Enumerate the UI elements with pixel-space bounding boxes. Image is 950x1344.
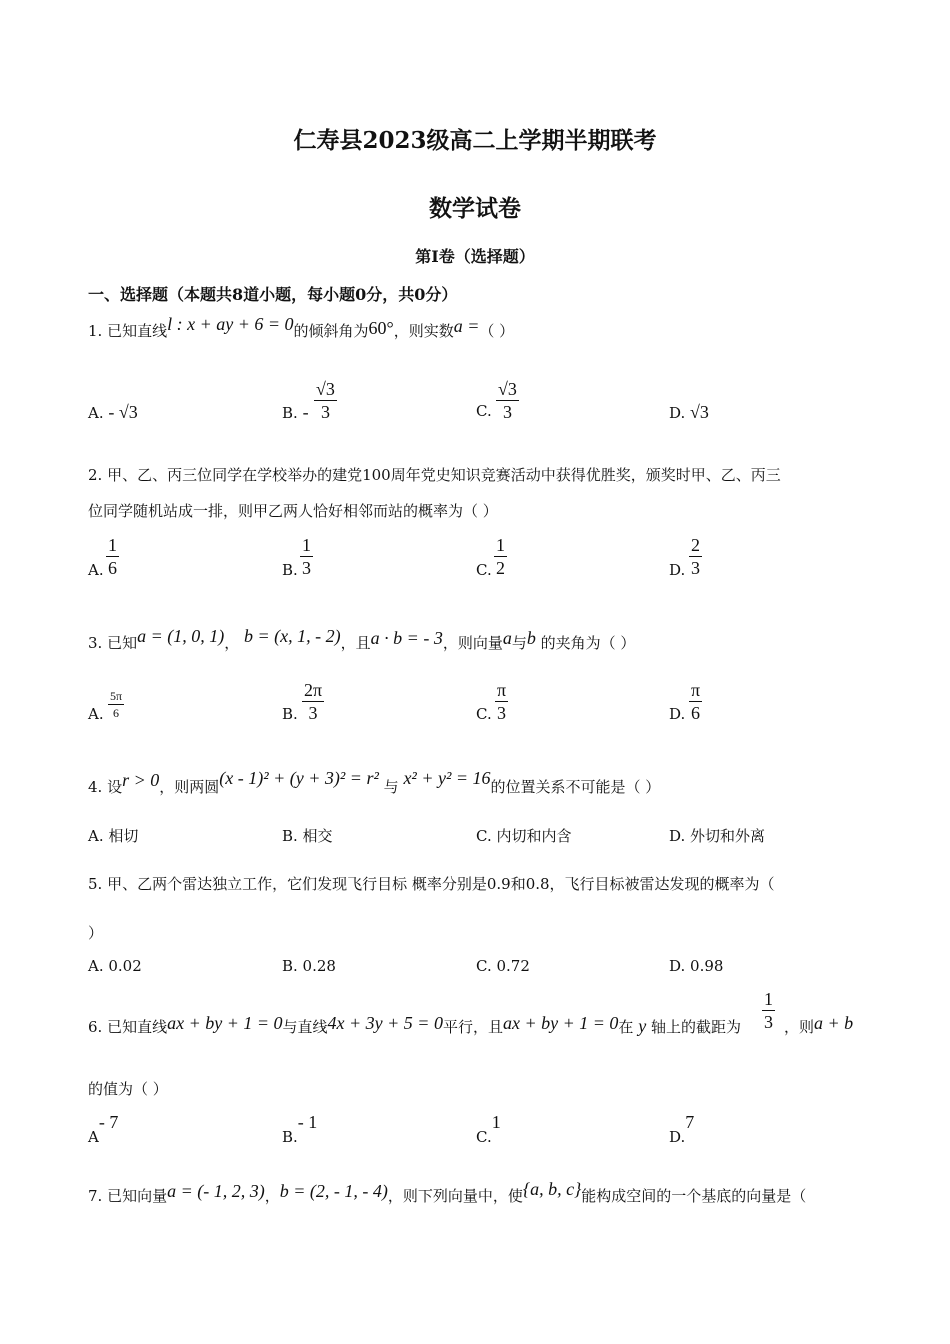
exam-subtitle: 数学试卷 xyxy=(429,195,521,222)
q1-c-label: C. xyxy=(476,402,492,420)
q2-d-fraction xyxy=(689,534,702,579)
q6-c-value: 1 xyxy=(491,1112,501,1132)
q3-d-numerator: π xyxy=(691,680,701,700)
q2-option-d-label: D. xyxy=(669,561,686,579)
q1-suffix: ，则实数 xyxy=(393,322,454,340)
q2-c-numerator: 1 xyxy=(496,535,505,555)
q3-text3: 的夹角为（ ） xyxy=(540,634,636,652)
q1-c-fraction xyxy=(496,378,519,423)
question-6 xyxy=(88,1013,741,1037)
q6-option-a xyxy=(88,1112,119,1147)
q3-d-denominator: 6 xyxy=(691,703,701,723)
exam-title: 仁寿县2023级高二上学期半期联考 xyxy=(293,127,657,154)
q6-sum: a + b xyxy=(814,1013,854,1033)
q6-d-label: D. xyxy=(669,1128,686,1146)
q6-tail xyxy=(784,1013,854,1037)
q3-b-denominator: 3 xyxy=(308,703,318,723)
q4-with: 与 xyxy=(383,778,399,796)
q1-d-label: D. xyxy=(669,404,686,422)
q6-line2: 4x + 3y + 5 = 0 xyxy=(327,1013,443,1033)
q1-b-sign: - xyxy=(302,402,309,422)
q7-text1: ，则下列向量中，使 xyxy=(387,1187,523,1205)
q2-c-fraction xyxy=(494,534,507,579)
q3-option-c-label: C. xyxy=(476,705,492,723)
q2-b-numerator: 1 xyxy=(302,535,311,555)
q2-d-denominator: 3 xyxy=(691,558,700,578)
question-5-line2: ） xyxy=(88,924,104,942)
q3-a-fraction xyxy=(108,688,124,721)
q2-b-fraction xyxy=(300,534,313,579)
question-5-line1: 5. 甲、乙两个雷达独立工作，它们发现飞行目标 概率分别是0.9和0.8，飞行目标被雷达发现的概率为（ xyxy=(88,875,775,893)
question-2-line2: 位同学随机站成一排，则甲乙两人恰好相邻而站的概率为（ ） xyxy=(88,502,498,520)
q1-b-fraction xyxy=(314,378,337,423)
q6-text3: 在 xyxy=(618,1018,634,1036)
q6-y: y xyxy=(638,1016,647,1036)
q3-c-numerator: π xyxy=(497,680,507,700)
q1-b-label: B. xyxy=(282,404,298,422)
q6-a-label: A xyxy=(88,1128,99,1146)
q5-option-c: C. 0.72 xyxy=(476,957,530,975)
q4-option-a: A. 相切 xyxy=(88,827,139,845)
q1-d-value: √3 xyxy=(690,402,709,422)
q2-option-a-label: A. xyxy=(88,561,104,579)
q2-option-c-label: C. xyxy=(476,561,492,579)
q6-text2: 平行，且 xyxy=(442,1018,503,1036)
q1-option-c xyxy=(476,402,492,420)
q6-line1: ax + by + 1 = 0 xyxy=(167,1013,283,1033)
q2-d-numerator: 2 xyxy=(691,535,700,555)
q4-text1: ，则两圆 xyxy=(159,778,220,796)
q4-option-d: D. 外切和外离 xyxy=(669,827,766,845)
q4-circle2: x² + y² = 16 xyxy=(403,768,491,788)
q3-c-denominator: 3 xyxy=(497,703,507,723)
q7-sep: ， xyxy=(264,1187,280,1205)
question-7 xyxy=(88,1179,807,1206)
q6-b-label: B. xyxy=(282,1128,298,1146)
q6-text1: 与直线 xyxy=(282,1018,328,1036)
q2-a-fraction xyxy=(106,534,119,579)
q7-text2: 能构成空间的一个基底的向量是（ xyxy=(581,1187,807,1205)
q7-prefix: 7. 已知向量 xyxy=(88,1187,168,1205)
q5-option-a: A. 0.02 xyxy=(88,957,142,975)
q6-option-b xyxy=(282,1112,318,1147)
q3-b-fraction xyxy=(302,679,324,724)
q6-prefix: 6. 已知直线 xyxy=(88,1018,168,1036)
q3-b: b xyxy=(526,628,536,648)
q1-a-label: A. xyxy=(88,404,104,422)
q4-circle1: (x - 1)² + (y + 3)² = r² xyxy=(219,768,379,788)
question-1 xyxy=(88,314,515,341)
question-3 xyxy=(88,626,636,653)
q3-vector-a: a = (1, 0, 1) xyxy=(137,626,225,646)
q1-angle: 60° xyxy=(368,318,394,338)
q3-option-d-label: D. xyxy=(669,705,686,723)
q3-option-b-label: B. xyxy=(282,705,298,723)
q6-d-value: 7 xyxy=(685,1112,695,1132)
q3-a: a xyxy=(502,628,512,648)
q4-prefix: 4. 设 xyxy=(88,778,123,796)
q6-numerator: 1 xyxy=(764,989,773,1009)
q3-with: 与 xyxy=(511,634,527,652)
q2-option-b-label: B. xyxy=(282,561,298,579)
q1-prefix: 1. 已知直线 xyxy=(88,322,168,340)
q1-b-denominator: 3 xyxy=(320,402,330,422)
q3-d-fraction xyxy=(689,679,702,724)
volume-heading: 第I卷（选择题） xyxy=(415,247,535,266)
q2-a-denominator: 6 xyxy=(108,558,117,578)
q3-a-denominator: 6 xyxy=(113,706,120,720)
q7-vector-b: b = (2, - 1, - 4) xyxy=(279,1181,388,1201)
question-6-line2: 的值为（ ） xyxy=(88,1080,168,1098)
q2-c-denominator: 2 xyxy=(496,558,505,578)
q5-option-b: B. 0.28 xyxy=(282,957,336,975)
q1-var: a = xyxy=(453,316,480,336)
q6-line3: ax + by + 1 = 0 xyxy=(502,1013,619,1033)
q6-denominator: 3 xyxy=(764,1012,773,1032)
q5-option-d: D. 0.98 xyxy=(669,957,724,975)
q3-a-numerator: 5π xyxy=(110,689,123,703)
q6-text4: 轴上的截距为 xyxy=(650,1018,741,1036)
q1-option-a xyxy=(88,402,138,423)
q4-text2: 的位置关系不可能是（ ） xyxy=(490,778,661,796)
q6-text5: ，则 xyxy=(784,1018,815,1036)
q4-option-c: C. 内切和内含 xyxy=(476,827,572,845)
q4-option-b: B. 相交 xyxy=(282,827,333,845)
question-2-line1: 2. 甲、乙、丙三位同学在学校举办的建党100周年党史知识竞赛活动中获得优胜奖，颁奖时甲、乙、丙三 xyxy=(88,466,781,484)
q3-b-numerator: 2π xyxy=(304,680,323,700)
q3-option-a-label: A. xyxy=(88,705,104,723)
q3-c-fraction xyxy=(495,679,508,724)
q1-c-numerator: √3 xyxy=(498,379,517,399)
q1-option-b xyxy=(282,402,309,423)
q1-line-equation: l : x + ay + 6 = 0 xyxy=(167,314,294,334)
q3-dot-product: a · b = - 3 xyxy=(370,628,443,648)
q2-a-numerator: 1 xyxy=(108,535,117,555)
section-heading: 一、选择题（本题共8道小题，每小题0分，共0分） xyxy=(88,285,458,304)
q3-vector-b: b = (x, 1, - 2) xyxy=(244,626,341,646)
q6-option-d xyxy=(669,1112,695,1147)
q6-intercept-fraction xyxy=(762,988,775,1033)
q1-c-denominator: 3 xyxy=(502,402,512,422)
q1-a-value: - √3 xyxy=(108,402,138,422)
q2-b-denominator: 3 xyxy=(302,558,311,578)
q1-mid: 的倾斜角为 xyxy=(293,322,369,340)
q3-prefix: 3. 已知 xyxy=(88,634,138,652)
q1-paren: （ ） xyxy=(479,322,515,340)
q1-option-d xyxy=(669,402,709,423)
q3-sep: ， xyxy=(224,634,240,652)
q7-vector-a: a = (- 1, 2, 3) xyxy=(167,1181,265,1201)
q6-b-value: - 1 xyxy=(297,1112,318,1132)
q6-c-label: C. xyxy=(476,1128,492,1146)
q1-b-numerator: √3 xyxy=(316,379,335,399)
q6-a-value: - 7 xyxy=(98,1112,119,1132)
q3-text2: ，则向量 xyxy=(442,634,503,652)
question-4 xyxy=(88,768,661,797)
q6-option-c xyxy=(476,1112,501,1147)
q7-set: {a, b, c} xyxy=(522,1179,582,1199)
q3-and: ，且 xyxy=(340,634,371,652)
q4-condition: r > 0 xyxy=(122,770,160,790)
